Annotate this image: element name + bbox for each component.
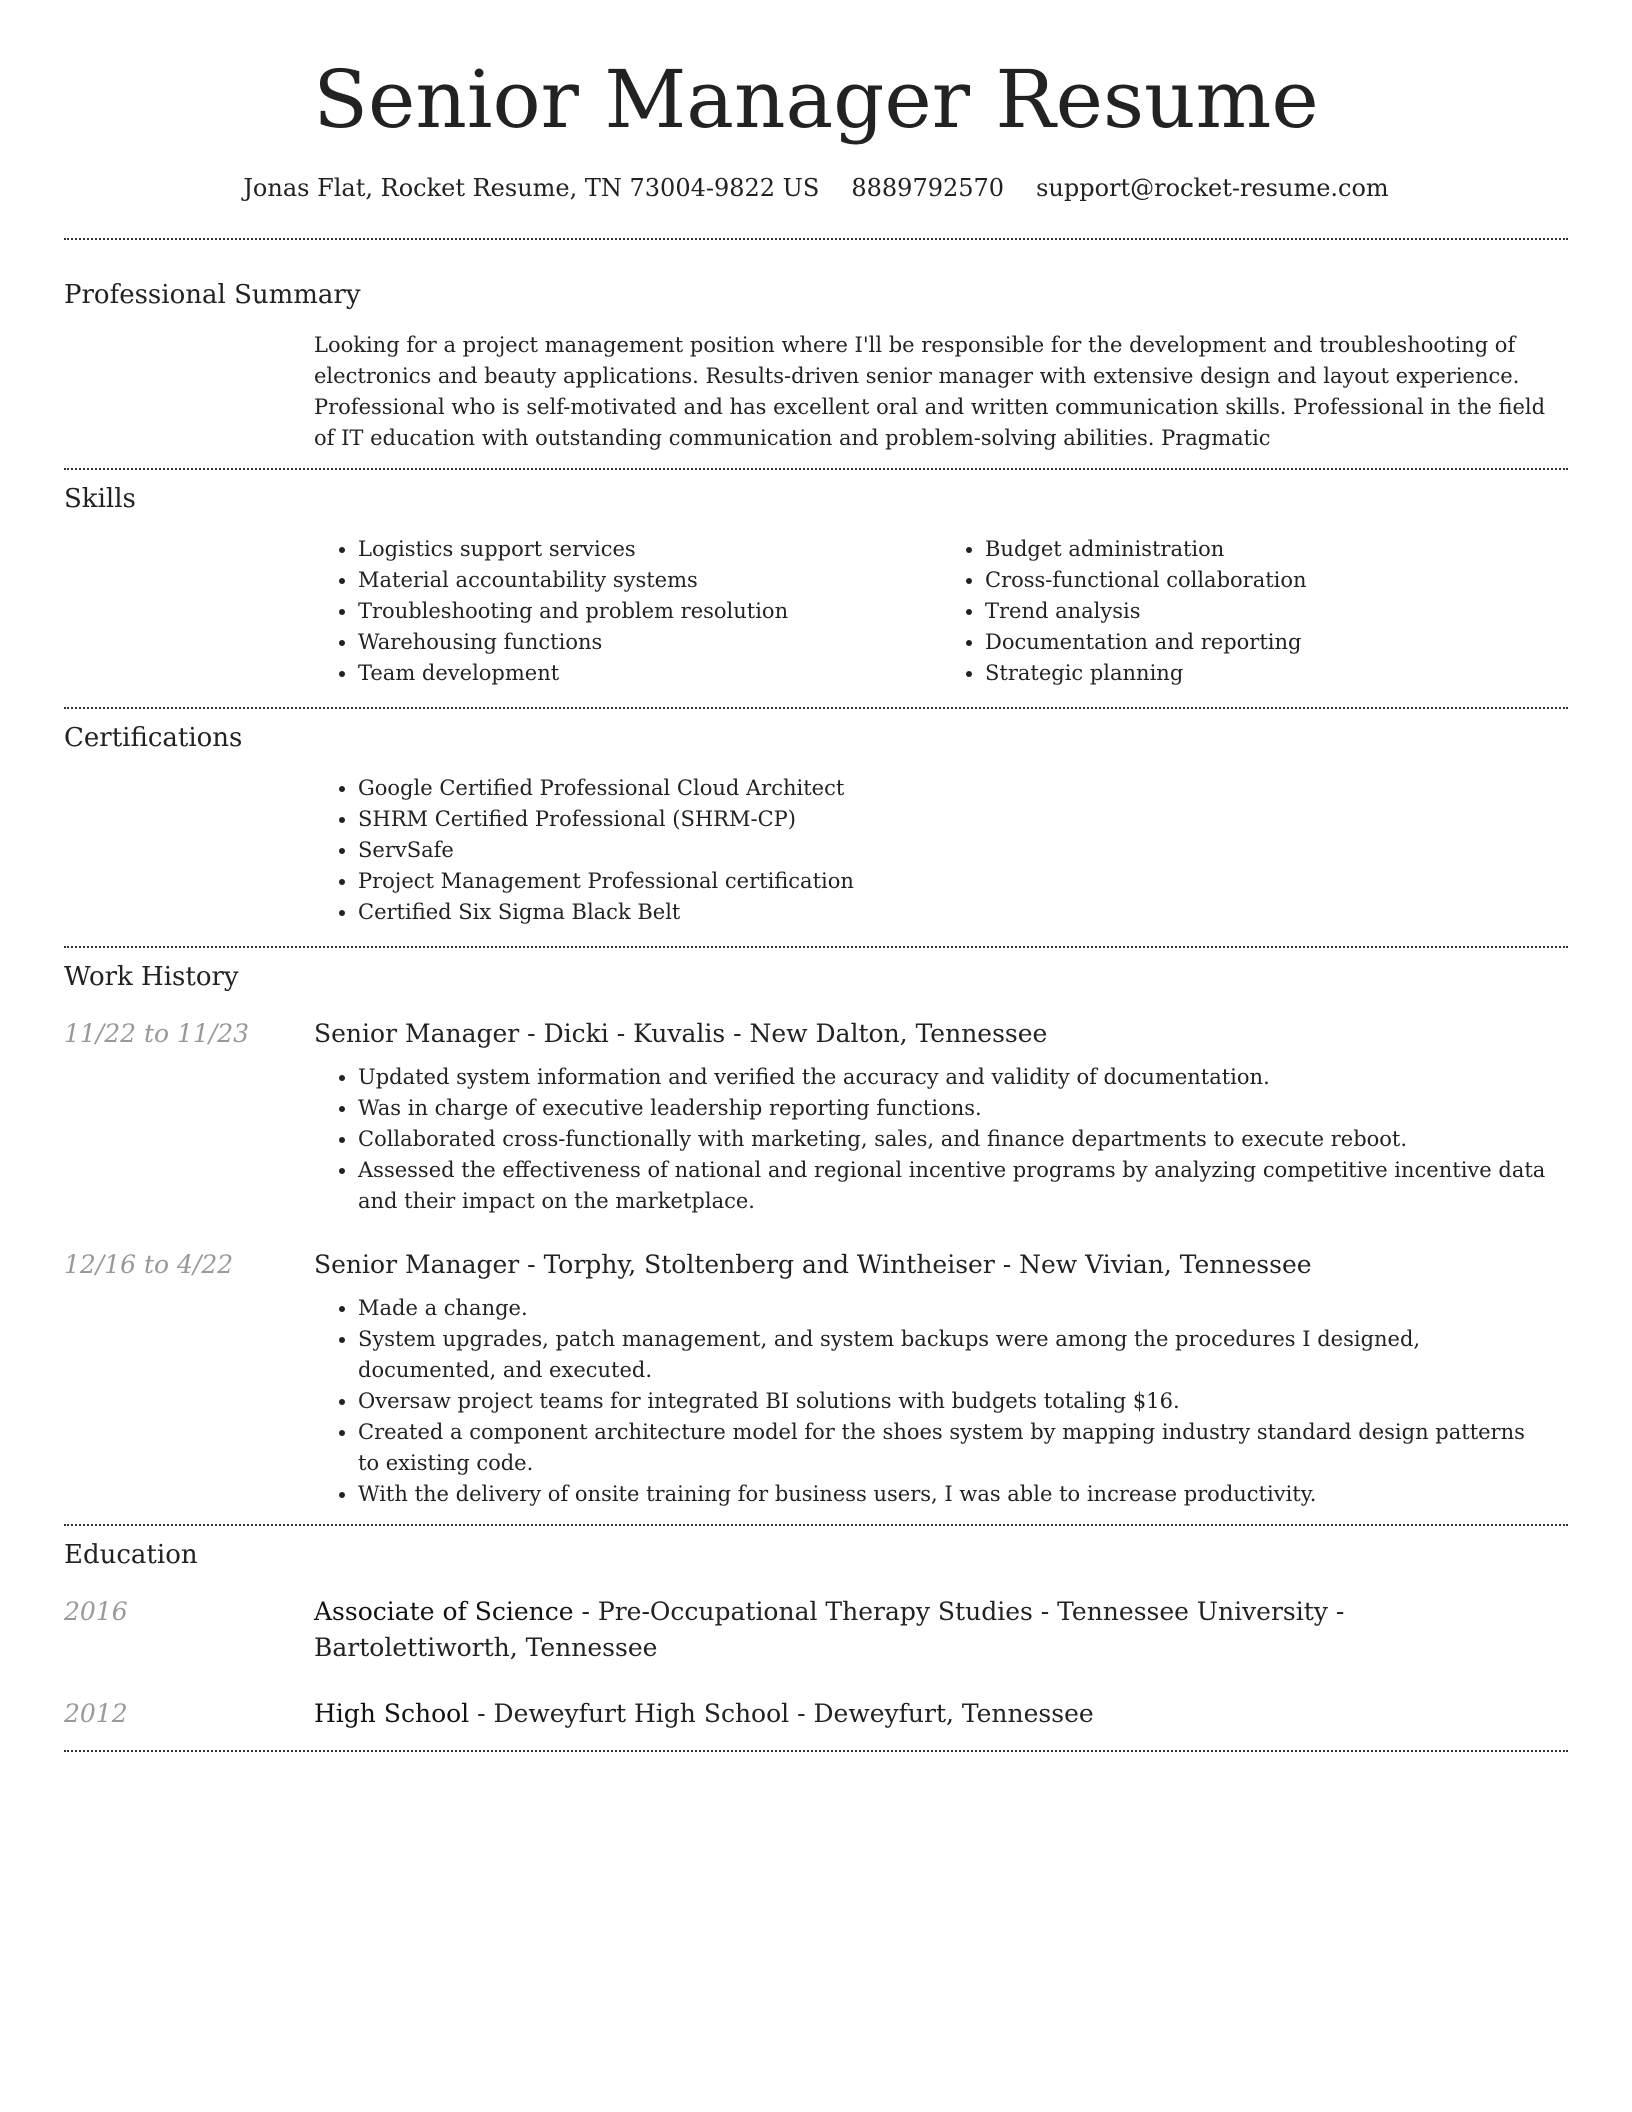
contact-phone: 8889792570: [851, 174, 1005, 202]
job-dates: 12/16 to 4/22: [64, 1250, 234, 1279]
education-year: 2016: [64, 1597, 128, 1626]
education-entry: [64, 1594, 1568, 1666]
job-bullet: • Assessed the effectiveness of national and regional incentive programs by analyzing competitive incentive data and their impact on the marketplace.: [358, 1155, 1552, 1217]
job-entry: [64, 1247, 1568, 1524]
section-divider: [64, 1750, 1568, 1752]
certification-item: • SHRM Certified Professional (SHRM-CP): [358, 804, 1568, 835]
education-entry: [64, 1696, 1568, 1750]
skills-column-left: [314, 534, 941, 689]
skill-item: • Troubleshooting and problem resolution: [358, 596, 941, 627]
skill-item: • Documentation and reporting: [985, 627, 1568, 658]
job-details: [314, 1247, 1568, 1524]
job-bullets: [314, 1062, 1568, 1217]
skill-item: • Team development: [358, 658, 941, 689]
job-bullet: • Collaborated cross-functionally with marketing, sales, and finance departments to execute reboot.: [358, 1124, 1552, 1155]
work-history-heading: Work History: [64, 962, 239, 992]
education-heading: Education: [64, 1540, 198, 1570]
job-bullet: • Made a change.: [358, 1293, 1552, 1324]
education-details: [314, 1594, 1568, 1666]
summary-text: Looking for a project management position where I'll be responsible for the development and troubleshooting of electronics and beauty applications. Results-driven senior manager with extensive design and layout experience. Professional who is self-motivated and has excellent oral and written communication skills. Professional in the field of IT education with outstanding communication and problem-solving abilities. Pragmatic: [314, 333, 1546, 450]
skill-item: • Material accountability systems: [358, 565, 941, 596]
skill-item: • Strategic planning: [985, 658, 1568, 689]
certifications-list: [314, 773, 1568, 946]
job-bullet: • System upgrades, patch management, and system backups were among the procedures I designed, documented, and executed.: [358, 1324, 1552, 1386]
job-title: Senior Manager - Torphy, Stoltenberg and Wintheiser - New Vivian, Tennessee: [314, 1250, 1312, 1279]
contact-address: Jonas Flat, Rocket Resume, TN 73004-9822 US: [243, 174, 820, 202]
skills-list: [314, 534, 1568, 707]
job-bullet: • Updated system information and verified the accuracy and validity of documentation.: [358, 1062, 1552, 1093]
education-degree: High School: [314, 1699, 470, 1728]
job-entry: [64, 1016, 1568, 1217]
certification-item: • ServSafe: [358, 835, 1568, 866]
skill-item: • Cross-functional collaboration: [985, 565, 1568, 596]
job-bullet: • With the delivery of onsite training for business users, I was able to increase productivity.: [358, 1479, 1552, 1510]
job-bullet: • Oversaw project teams for integrated BI solutions with budgets totaling $16.: [358, 1386, 1552, 1417]
education-year: 2012: [64, 1699, 128, 1728]
certifications-ul: [314, 773, 1568, 928]
certification-item: • Certified Six Sigma Black Belt: [358, 897, 1568, 928]
job-dates: 11/22 to 11/23: [64, 1019, 250, 1048]
job-bullet: • Was in charge of executive leadership reporting functions.: [358, 1093, 1552, 1124]
certification-item: • Project Management Professional certification: [358, 866, 1568, 897]
skill-item: • Trend analysis: [985, 596, 1568, 627]
certifications-heading: Certifications: [64, 723, 243, 753]
certifications-section: [64, 709, 1568, 946]
job-bullet: • Created a component architecture model for the shoes system by mapping industry standard design patterns to existing code.: [358, 1417, 1552, 1479]
education-institution: - Deweyfurt High School - Deweyfurt, Tennessee: [469, 1699, 1094, 1728]
resume-title: Senior Manager Resume: [313, 53, 1319, 146]
skill-item: • Budget administration: [985, 534, 1568, 565]
education-institution: - Pre-Occupational Therapy Studies - Tennessee University - Bartolettiworth, Tennessee: [314, 1597, 1345, 1662]
summary-section: [64, 240, 1568, 468]
education-degree: Associate of Science: [314, 1597, 574, 1626]
skill-item: • Warehousing functions: [358, 627, 941, 658]
work-history-section: [64, 948, 1568, 1524]
job-title: Senior Manager - Dicki - Kuvalis - New Dalton, Tennessee: [314, 1019, 1048, 1048]
education-details: [314, 1696, 1568, 1732]
education-section: [64, 1526, 1568, 1750]
certification-item: • Google Certified Professional Cloud Architect: [358, 773, 1568, 804]
skills-heading: Skills: [64, 484, 136, 514]
contact-email: support@rocket-resume.com: [1036, 174, 1389, 202]
resume-page: [64, 0, 1568, 1752]
summary-heading: Professional Summary: [64, 280, 361, 310]
skills-section: [64, 470, 1568, 707]
skills-column-right: [941, 534, 1568, 689]
skill-item: • Logistics support services: [358, 534, 941, 565]
contact-line: [64, 172, 1568, 204]
resume-header: [64, 50, 1568, 204]
job-bullets: [314, 1293, 1568, 1524]
job-details: [314, 1016, 1568, 1217]
